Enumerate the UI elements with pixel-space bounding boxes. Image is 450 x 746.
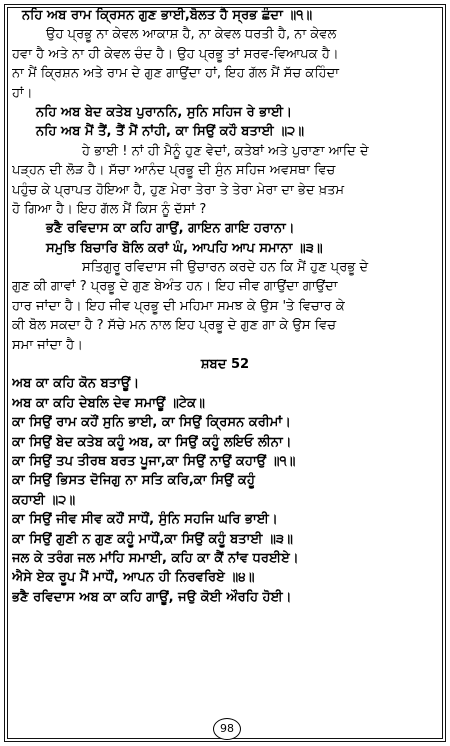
verse-line: ਕਾ ਸਿਉਂ ਗੁਣੀ ਨ ਗੁਣ ਕਹੂੰ ਮਾਧੌਂ,ਕਾ ਸਿਉਂ ਕਹੂੰ ਬਤਾਈ ॥੩॥: [12, 531, 293, 547]
paragraph-line: ਗੁਣ ਕੀ ਗਾਵਾਂ ? ਪ੍ਰਭੂ ਦੇ ਗੁਣ ਬੇਅੰਤ ਹਨ। ਇਹ ਜੀਵ ਗਾਉਂਦਾ ਗਾਉਂਦਾ: [12, 279, 338, 295]
section-heading: ਸ਼ਬਦ 52: [200, 357, 250, 373]
verse-line: ਭਣੈ ਰਵਿਦਾਸ ਅਬ ਕਾ ਕਹਿ ਗਾਊਂ, ਜਉ ਕੋਈ ਔਰਹਿ ਹੋਈ।: [12, 589, 292, 605]
page-number: 98: [213, 718, 241, 740]
verse-line: ਕਾ ਸਿਉਂ ਤਪ ਤੀਰਥ ਬਰਤ ਪੂਜਾ,ਕਾ ਸਿਉਂ ਨਾਉਂ ਕਹਾਉਂ ॥੧॥: [12, 453, 296, 469]
paragraph-line: ਹਾਰ ਜਾਂਦਾ ਹੈ। ਇਹ ਜੀਵ ਪ੍ਰਭੂ ਦੀ ਮਹਿਮਾ ਸਮਝ ਕੇ ਉਸ 'ਤੇ ਵਿਚਾਰ ਕੇ: [12, 298, 345, 314]
paragraph-line: ਹੋ ਗਿਆ ਹੈ। ਇਹ ਗੱਲ ਮੈਂ ਕਿਸ ਨੂੰ ਦੱਸਾਂ ?: [12, 201, 207, 217]
verse-line: ਕਹਾਈ ॥੨॥: [12, 492, 76, 508]
verse-line: ਅਬ ਕਾ ਕਹਿ ਕੋਨ ਬਤਾਊਂ।: [12, 376, 140, 392]
verse-line: ਜਲ ਕੇ ਤਰੰਗ ਜਲ ਮਾਂਹਿ ਸਮਾਈ, ਕਹਿ ਕਾ ਕੈਂ ਨਾਂਵ ਧਰਈਏ।: [12, 550, 299, 566]
verse-line: ਐਸੇ ਏਕ ਰੂਪ ਮੈਂ ਮਾਧੌਂ, ਆਪਨ ਹੀ ਨਿਰਵਰਿਏ ॥੪॥: [12, 570, 255, 586]
paragraph-line: ਉਹ ਪ੍ਰਭੂ ਨਾ ਕੇਵਲ ਆਕਾਸ਼ ਹੈ, ਨਾ ਕੇਵਲ ਧਰਤੀ ਹੈ, ਨਾ ਕੇਵਲ: [46, 27, 337, 43]
paragraph-line: ਹਾਂ।: [12, 85, 33, 101]
verse-line: ਕਾ ਸਿਉਂ ਬੇਦ ਕਤੇਬ ਕਹੂੰ ਅਬ, ਕਾ ਸਿਉਂ ਕਹੂੰ ਲਇਓ ਲੀਨਾ।: [12, 434, 292, 450]
verse-line: ਕਾ ਸਿਉਂ ਭਿਸਤ ਦੋਜਿਗੁ ਨਾ ਸਤਿ ਕਰਿ,ਕਾ ਸਿਉਂ ਕਹੂੰ: [12, 473, 255, 489]
verse-line: ਸਮੁਝਿ ਬਿਚਾਰਿ ਬੋਲਿ ਕਰਾਂ ਘੰ, ਆਪਹਿ ਆਪ ਸਮਾਨਾ ॥੩॥: [46, 240, 323, 256]
paragraph-line: ਨਾ ਮੈਂ ਕ੍ਰਿਸ਼ਨ ਅਤੇ ਰਾਮ ਦੇ ਗੁਣ ਗਾਉਂਦਾ ਹਾਂ, ਇਹ ਗੱਲ ਮੈਂ ਸੱਚ ਕਹਿੰਦਾ: [12, 66, 340, 82]
paragraph-line: ਹੇ ਭਾਈ ! ਨਾਂ ਹੀ ਮੈਨੂੰ ਹੁਣ ਵੇਦਾਂ, ਕਤੇਬਾਂ ਅਤੇ ਪੁਰਾਣਾ ਆਦਿ ਦੇ: [82, 143, 369, 159]
verse-line: ਭਣੈ ਰਵਿਦਾਸ ਕਾ ਕਹਿ ਗਾਉਂ, ਗਾਇਨ ਗਾਇ ਹਰਾਨਾ।: [46, 221, 295, 237]
verse-line: ਨਹਿ ਅਬ ਬੇਦ ਕਤੇਬ ਪੁਰਾਨਨਿ, ਸੁਨਿ ਸਹਿਜ ਰੇ ਭਾਈ।: [36, 104, 293, 120]
paragraph-line: ਸਮਾ ਜਾਂਦਾ ਹੈ।: [12, 337, 83, 353]
page-text: [12, 6, 438, 607]
paragraph-line: ਕੀ ਬੋਲ ਸਕਦਾ ਹੈ ? ਸੱਚੇ ਮਨ ਨਾਲ ਇਹ ਪ੍ਰਭੂ ਦੇ ਗੁਣ ਗਾ ਕੇ ਉਸ ਵਿਚ: [12, 318, 337, 334]
verse-line: ਕਾ ਸਿਉਂ ਜੀਵ ਸੀਵ ਕਹੌਂ ਸਾਧੌਂ, ਸੁੰਨਿ ਸਹਜਿ ਘਰਿ ਭਾਈ।: [12, 512, 278, 528]
verse-line: ਕਾ ਸਿਉਂ ਰਾਮ ਕਹੌਂ ਸੁਨਿ ਭਾਈ, ਕਾ ਸਿਉਂ ਕ੍ਰਿਸਨ ਕਰੀਮਾਂ।: [12, 415, 291, 431]
paragraph-line: ਸਤਿਗੁਰੂ ਰਵਿਦਾਸ ਜੀ ਉਚਾਰਨ ਕਰਦੇ ਹਨ ਕਿ ਮੈਂ ਹੁਣ ਪ੍ਰਭੂ ਦੇ: [82, 260, 369, 276]
paragraph-line: ਪਹੁੰਚ ਕੇ ਪ੍ਰਾਪਤ ਹੋਇਆ ਹੈ, ਹੁਣ ਮੇਰਾ ਤੇਰਾ ਤੇ ਤੇਰਾ ਮੇਰਾ ਦਾ ਭੇਦ ਖ਼ਤਮ: [12, 182, 345, 198]
verse-line: ਅਬ ਕਾ ਕਹਿ ਦੇਬਲਿ ਦੇਵ ਸਮਾਊਂ ॥ਟੇਕ॥: [12, 395, 205, 411]
verse-line: ਨਹਿ ਅਬ ਰਾਮ ਕ੍ਰਿਸਨ ਗੁਣ ਭਾਈ,ਬੋਲਤ ਹੈ ਸ੍ਰਭ ਛੰਦਾ ॥੧॥: [22, 8, 313, 23]
verse-line: ਨਹਿ ਅਬ ਮੈਂ ਤੈਂ, ਤੈਂ ਮੈਂ ਨਾਂਹੀ, ਕਾ ਸਿਉਂ ਕਹੌ ਬਤਾਈ ॥੨॥: [36, 124, 305, 140]
paragraph-line: ਪੜ੍ਹਨ ਦੀ ਲੋੜ ਹੈ। ਸੱਚਾ ਆਨੰਦ ਪ੍ਰਭੂ ਦੀ ਸੁੰਨ ਸਹਿਜ ਅਵਸਥਾ ਵਿਚ: [12, 163, 336, 179]
paragraph-line: ਹਵਾ ਹੈ ਅਤੇ ਨਾ ਹੀ ਕੇਵਲ ਚੰਦ ਹੈ। ਉਹ ਪ੍ਰਭੂ ਤਾਂ ਸਰਵ-ਵਿਆਪਕ ਹੈ।: [12, 46, 339, 62]
